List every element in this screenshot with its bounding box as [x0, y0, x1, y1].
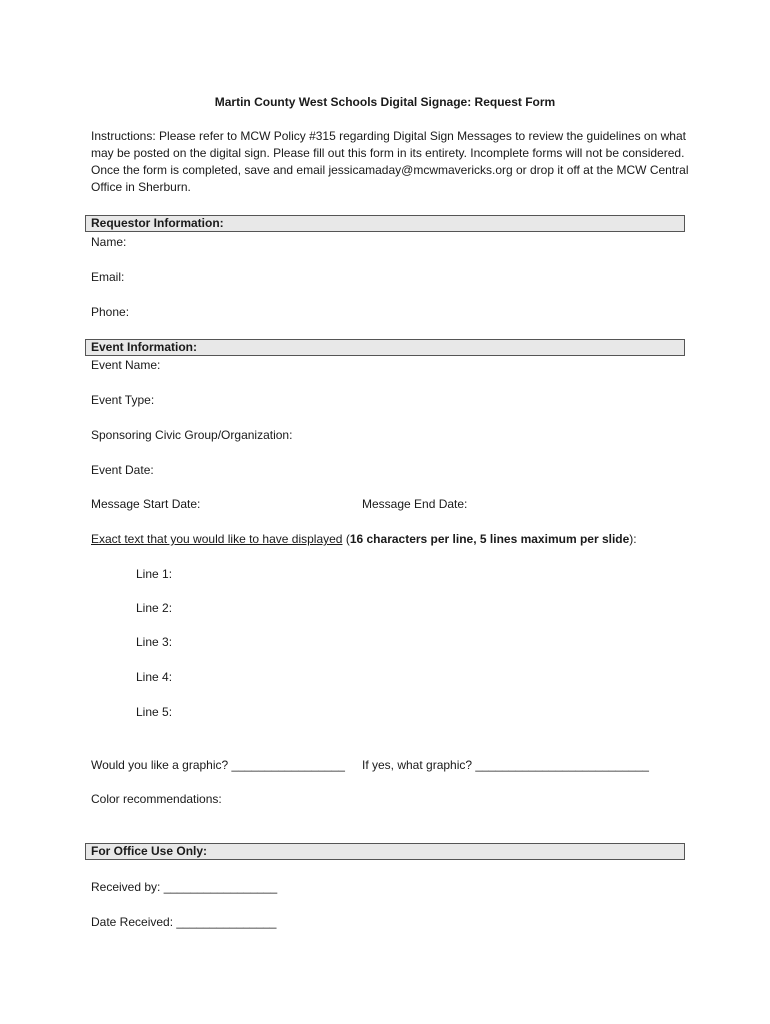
name-field-label: Name: [91, 235, 127, 249]
line-5-label: Line 5: [136, 705, 173, 719]
line-1-label: Line 1: [136, 567, 173, 581]
date-received-label: Date Received: _______________ [91, 915, 277, 929]
exact-text-rule: 16 characters per line, 5 lines maximum per slide [349, 532, 630, 546]
graphic-which: If yes, what graphic? __________________________ [362, 758, 649, 772]
exact-text-close: ): [629, 532, 637, 546]
line-2-label: Line 2: [136, 601, 173, 615]
color-recommendations-label: Color recommendations: [91, 792, 222, 806]
instructions-text: Instructions: Please refer to MCW Policy #315 regarding Digital Sign Messages to review the guidelines on what may be posted on the digital sign. Please fill out this form in its entirety. Incomplete forms will not be considered. Once the form is completed, save and email jessicamaday@mcwmavericks.org or drop it off at the MCW Central Office in Sherburn. [91, 129, 689, 194]
exact-text-open: ( [342, 532, 350, 546]
requestor-section-header: Requestor Information: [85, 215, 685, 232]
message-end-date-label: Message End Date: [362, 497, 468, 511]
event-section-header: Event Information: [85, 339, 685, 356]
event-name-label: Event Name: [91, 358, 161, 372]
event-date-label: Event Date: [91, 463, 154, 477]
office-section-header: For Office Use Only: [85, 843, 685, 860]
line-4-label: Line 4: [136, 670, 173, 684]
graphic-question: Would you like a graphic? _________________ [91, 758, 345, 772]
received-by-label: Received by: _________________ [91, 880, 278, 894]
event-type-label: Event Type: [91, 393, 155, 407]
line-3-label: Line 3: [136, 635, 173, 649]
sponsor-label: Sponsoring Civic Group/Organization: [91, 428, 293, 442]
exact-text-label: Exact text that you would like to have displayed [91, 532, 343, 546]
email-field-label: Email: [91, 270, 125, 284]
message-start-date-label: Message Start Date: [91, 497, 201, 511]
form-title: Martin County West Schools Digital Signage: Request Form [214, 95, 556, 109]
phone-field-label: Phone: [91, 305, 130, 319]
exact-text-instruction [91, 532, 637, 546]
